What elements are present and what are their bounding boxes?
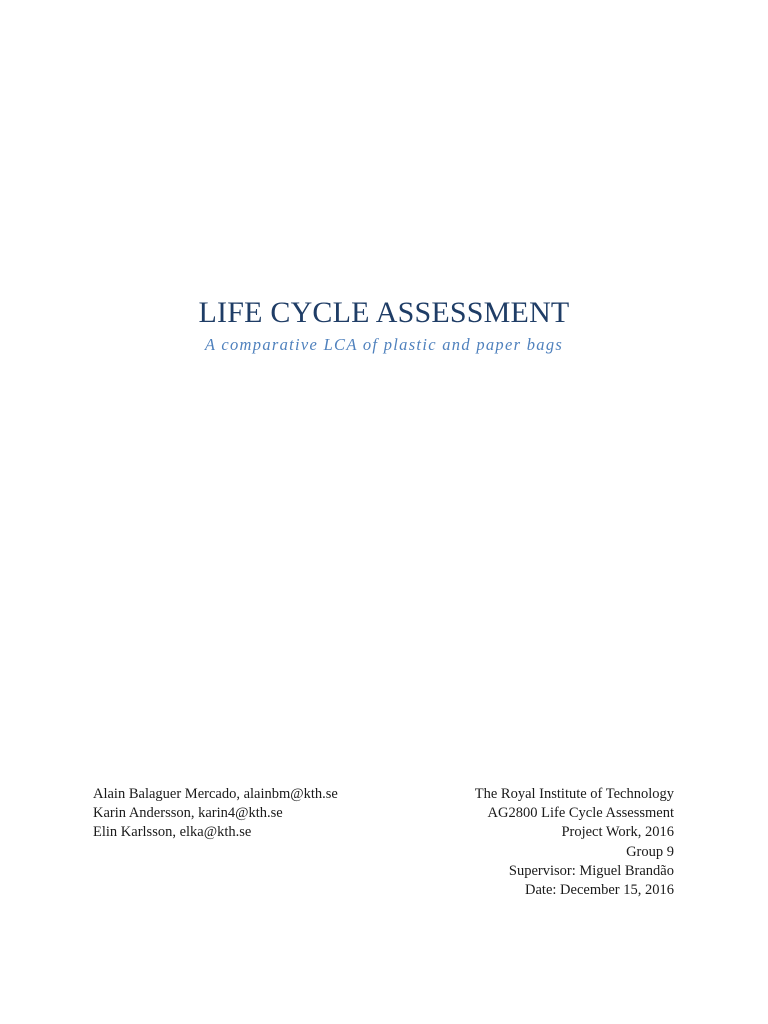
project-label: Project Work, 2016 xyxy=(561,824,674,841)
author-line: Elin Karlsson, elka@kth.se xyxy=(93,824,252,840)
author-line: Karin Andersson, karin4@kth.se xyxy=(93,805,283,821)
author-line: Alain Balaguer Mercado, alainbm@kth.se xyxy=(93,786,338,802)
title-block xyxy=(0,293,768,357)
supervisor-label: Supervisor: Miguel Brandão xyxy=(508,862,674,879)
document-subtitle: A comparative LCA of plastic and paper bags xyxy=(204,335,564,354)
document-title: LIFE CYCLE ASSESSMENT xyxy=(198,296,570,329)
group-label: Group 9 xyxy=(626,843,674,860)
university-name: The Royal Institute of Technology xyxy=(474,786,674,802)
course-name: AG2800 Life Cycle Assessment xyxy=(487,805,674,822)
date-label: Date: December 15, 2016 xyxy=(525,882,674,899)
institution-info xyxy=(475,785,674,900)
author-list xyxy=(93,785,338,842)
